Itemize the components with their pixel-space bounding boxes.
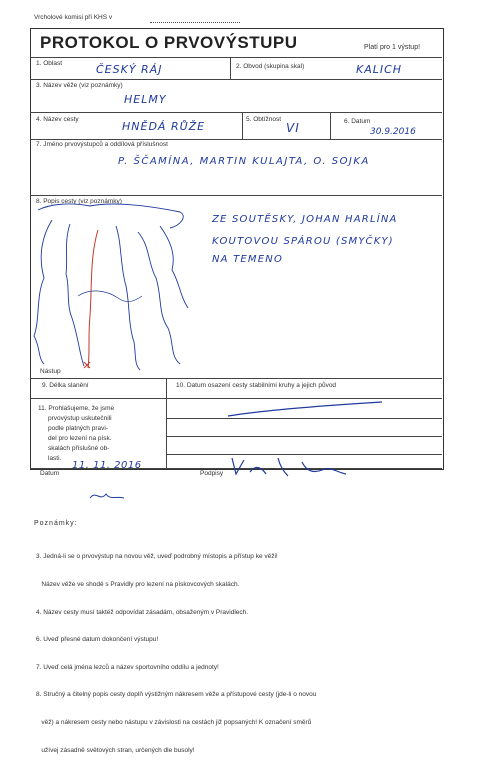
climbers-value: P. ŠČAMÍNA, MARTIN KULAJTA, O. SOJKA	[118, 156, 370, 167]
route-value: HNĚDÁ RŮŽE	[122, 120, 206, 133]
date-label: 6. Datum	[344, 118, 371, 125]
date-value: 30.9.2016	[370, 127, 416, 137]
declaration-date-value: 11. 11. 2016	[72, 460, 142, 471]
tower-label: 3. Název věže (viz poznámky)	[36, 82, 123, 89]
copies-note: Platí pro 1 výstup!	[364, 44, 421, 51]
note-item: 6. Uveď přesné datum dokončení výstupu!	[36, 636, 159, 644]
area-label: 1. Oblast	[36, 60, 63, 67]
note-item: věž) a nákresem cesty nebo nástupu v závislosti na cestách již popsaných! K označení směrů	[36, 719, 312, 727]
header-note: Vrcholové komisi při KHS v	[34, 14, 113, 21]
note-item: 4. Název cesty musí taktéž odpovídat zásadám, obsaženým v Pravidlech.	[36, 608, 249, 616]
note-item: 8. Stručný a čitelný popis cesty doplň výstižným nákresem věže a přístupové cesty (jde-li o novou	[36, 691, 317, 699]
tower-value: HELMY	[124, 93, 167, 106]
note-item: užívej zásadně světových stran, určených dle busoly!	[36, 746, 195, 754]
difficulty-value: VI	[286, 121, 300, 135]
note-item: Název věže ve shodě s Pravidly pro lezení na pískovcových skalách.	[36, 581, 240, 589]
area-value: ČESKÝ RÁJ	[96, 63, 163, 76]
header-dotted-line	[150, 22, 240, 23]
description-line-2: KOUTOVOU SPÁROU (SMYČKY)	[212, 236, 394, 247]
climbers-label: 7. Jméno prvovýstupců a oddílová příslušnost	[36, 141, 168, 148]
signature-mark	[226, 452, 356, 480]
declaration-text: 11. Prohlašujeme, že jsme prvovýstup uskutečnili podle platných pravi- del pro lezení na písk. skalách příslušné ob- lasti.	[38, 405, 115, 462]
form-title: PROTOKOL O PRVOVÝSTUPU	[40, 33, 298, 52]
difficulty-label: 5. Obtížnost	[246, 116, 282, 123]
signatures-label: Podpisy	[200, 470, 224, 477]
rappel-label: 9. Délka slanění	[42, 382, 89, 389]
route-sketch	[30, 196, 220, 378]
notes-heading: Poznámky:	[34, 520, 78, 527]
sketch-start-label: Nástup	[40, 368, 61, 375]
bolts-label: 10. Datum osazení cesty stabilními kruhy a jejich původ	[176, 382, 337, 389]
route-label: 4. Název cesty	[36, 116, 79, 123]
note-item: 3. Jedná-li se o prvovýstup na novou věž, uveď podrobný místopis a přístup ke věži!	[36, 553, 278, 561]
note-item: 7. Uveď celá jména lezců a název sportovního oddílu a jednoty!	[36, 663, 219, 671]
bolts-strike-stroke	[226, 400, 386, 420]
district-label: 2. Obvod (skupina skal)	[236, 63, 305, 70]
description-line-1: ZE SOUTĚSKY, JOHAN HARLÍNA	[212, 214, 398, 225]
district-value: KALICH	[356, 63, 403, 76]
description-label: 8. Popis cesty (viz poznámky)	[36, 198, 122, 205]
description-line-3: NA TEMENO	[212, 254, 284, 265]
notes-list	[36, 534, 316, 764]
declaration-date-label: Datum	[40, 470, 60, 477]
initials-mark	[88, 488, 128, 504]
